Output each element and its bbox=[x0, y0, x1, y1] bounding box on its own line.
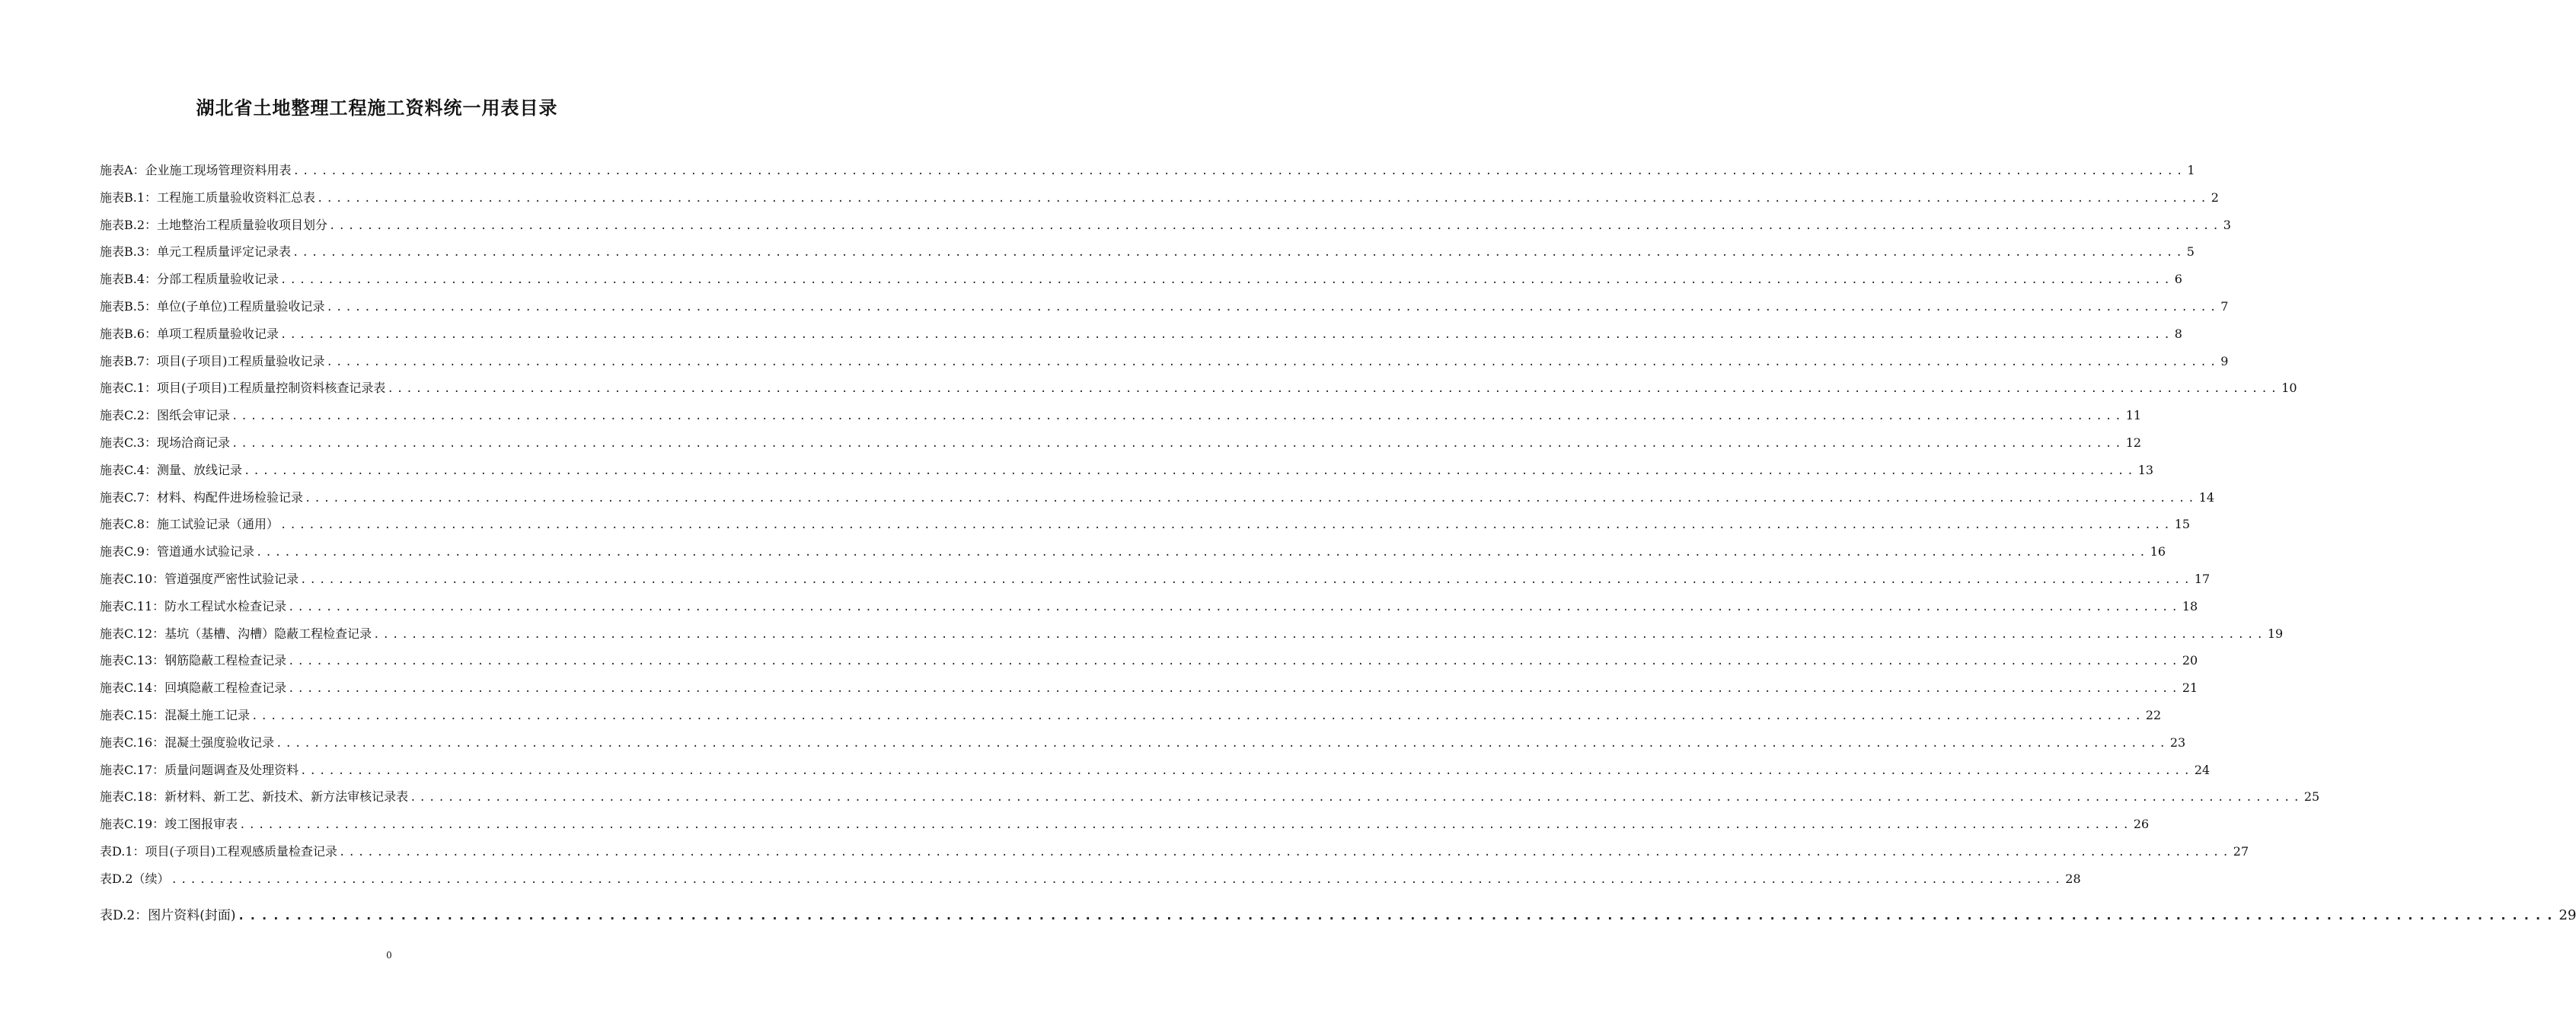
table-of-contents bbox=[100, 161, 2576, 933]
toc-entry-label: 施表B.2：土地整治工程质量验收项目划分 bbox=[100, 217, 328, 232]
toc-entry-label: 施表B.4：分部工程质量验收记录 bbox=[100, 272, 279, 287]
toc-entry[interactable] bbox=[100, 843, 2249, 870]
toc-dot-leader: ........................................................................................................................................................................................................ bbox=[300, 573, 2193, 586]
toc-dot-leader: ........................................................................................................................................................................................................ bbox=[288, 655, 2181, 668]
toc-entry-label: 施表C.17：质量问题调查及处理资料 bbox=[100, 762, 299, 777]
toc-dot-leader: ........................................................................................................................................................................................................ bbox=[255, 547, 2149, 559]
page-number: 0 bbox=[386, 950, 392, 961]
toc-entry-label: 施表C.7：材料、构配件进场检验记录 bbox=[100, 489, 303, 505]
toc-entry-page-number: 23 bbox=[2169, 735, 2186, 750]
toc-entry[interactable] bbox=[100, 461, 2154, 489]
toc-entry[interactable] bbox=[100, 598, 2198, 625]
toc-dot-leader: ........................................................................................................................................................................................................ bbox=[292, 165, 2186, 177]
toc-entry-label: 施表B.5：单位(子单位)工程质量验收记录 bbox=[100, 298, 325, 314]
toc-entry[interactable] bbox=[100, 625, 2284, 652]
toc-entry[interactable] bbox=[100, 243, 2195, 270]
toc-entry-page-number: 19 bbox=[2267, 626, 2284, 641]
toc-entry-label: 施表C.2：图纸会审记录 bbox=[100, 408, 230, 423]
toc-entry-label: 施表C.13：钢筋隐蔽工程检查记录 bbox=[100, 653, 287, 668]
toc-entry-page-number: 22 bbox=[2145, 707, 2162, 722]
toc-entry-page-number: 13 bbox=[2137, 462, 2154, 477]
toc-entry-label: 施表C.4：测量、放线记录 bbox=[100, 462, 242, 477]
toc-entry[interactable] bbox=[100, 434, 2142, 461]
toc-entry[interactable] bbox=[100, 489, 2215, 516]
toc-entry-label: 施表C.8：施工试验记录（通用） bbox=[100, 517, 279, 532]
toc-entry[interactable] bbox=[100, 189, 2219, 216]
toc-entry-page-number: 8 bbox=[2174, 326, 2182, 341]
toc-entry[interactable] bbox=[100, 161, 2195, 189]
toc-entry-page-number: 6 bbox=[2174, 272, 2182, 287]
toc-entry-page-number: 24 bbox=[2194, 762, 2211, 777]
toc-entry-page-number: 17 bbox=[2194, 571, 2211, 586]
toc-entry-page-number: 27 bbox=[2233, 843, 2249, 859]
toc-dot-leader: ........................................................................................................................................................................................................ bbox=[339, 846, 2232, 859]
toc-entry-page-number: 7 bbox=[2220, 298, 2229, 314]
toc-entry[interactable] bbox=[100, 352, 2229, 380]
toc-entry-label: 施表B.1：工程施工质量验收资料汇总表 bbox=[100, 190, 316, 205]
toc-entry[interactable] bbox=[100, 406, 2142, 434]
toc-entry-page-number: 3 bbox=[2223, 217, 2231, 232]
toc-entry[interactable] bbox=[100, 216, 2231, 244]
toc-dot-leader: ........................................................................................................................................................................................................ bbox=[239, 819, 2132, 832]
toc-entry[interactable] bbox=[100, 734, 2186, 761]
toc-entry-page-number: 15 bbox=[2174, 517, 2191, 532]
toc-dot-leader: ........................................................................................................................................................................................................ bbox=[288, 601, 2181, 613]
toc-entry-label: 施表A：企业施工现场管理资料用表 bbox=[100, 163, 292, 177]
toc-dot-leader: ........................................................................................................................................................................................................ bbox=[288, 683, 2181, 696]
toc-entry-label: 施表C.15：混凝土施工记录 bbox=[100, 707, 251, 722]
toc-entry[interactable] bbox=[100, 679, 2198, 706]
toc-dot-leader: ........................................................................................................................................................................................................ bbox=[317, 192, 2210, 205]
toc-entry-page-number: 14 bbox=[2198, 489, 2215, 505]
toc-dot-leader: ........................................................................................................................................................................................................ bbox=[387, 383, 2281, 396]
toc-dot-leader: ........................................................................................................................................................................................................ bbox=[410, 792, 2303, 805]
toc-entry-page-number: 21 bbox=[2182, 680, 2198, 696]
toc-dot-leader: ........................................................................................................................................................................................................ bbox=[300, 764, 2193, 777]
toc-entry-page-number: 10 bbox=[2281, 381, 2297, 396]
toc-entry[interactable] bbox=[100, 570, 2211, 598]
toc-entry-page-number: 18 bbox=[2182, 598, 2198, 613]
toc-entry[interactable] bbox=[100, 515, 2191, 543]
toc-entry[interactable] bbox=[100, 652, 2198, 679]
toc-dot-leader: ........................................................................................................................................................................................................ bbox=[231, 437, 2124, 450]
toc-entry[interactable] bbox=[100, 870, 2081, 897]
toc-entry-label: 施表C.3：现场洽商记录 bbox=[100, 435, 230, 450]
toc-entry[interactable] bbox=[100, 706, 2162, 734]
toc-entry-page-number: 12 bbox=[2125, 435, 2142, 450]
toc-entry-page-number: 20 bbox=[2182, 653, 2198, 668]
toc-entry-label: 表D.1：项目(子项目)工程观感质量检查记录 bbox=[100, 843, 338, 859]
toc-entry-label: 施表B.3：单元工程质量评定记录表 bbox=[100, 244, 292, 260]
toc-dot-leader: ........................................................................................................................................................................................................ bbox=[237, 907, 2558, 923]
document-title: 湖北省土地整理工程施工资料统一用表目录 bbox=[196, 97, 558, 119]
toc-entry-label: 施表C.12：基坑（基槽、沟槽）隐蔽工程检查记录 bbox=[100, 626, 372, 641]
toc-dot-leader: ........................................................................................................................................................................................................ bbox=[280, 274, 2173, 287]
toc-dot-leader: ........................................................................................................................................................................................................ bbox=[292, 247, 2185, 260]
toc-dot-leader: ........................................................................................................................................................................................................ bbox=[276, 737, 2169, 750]
toc-entry-page-number: 9 bbox=[2220, 353, 2229, 368]
toc-entry[interactable] bbox=[100, 325, 2182, 352]
toc-entry-label: 施表C.18：新材料、新工艺、新技术、新方法审核记录表 bbox=[100, 789, 409, 805]
toc-entry-label: 施表C.1：项目(子项目)工程质量控制资料核查记录表 bbox=[100, 381, 386, 396]
toc-dot-leader: ........................................................................................................................................................................................................ bbox=[280, 328, 2173, 341]
toc-entry[interactable] bbox=[100, 788, 2320, 815]
toc-dot-leader: ........................................................................................................................................................................................................ bbox=[279, 519, 2173, 532]
toc-entry-label: 施表C.10：管道强度严密性试验记录 bbox=[100, 571, 299, 586]
toc-entry[interactable] bbox=[100, 298, 2229, 325]
toc-entry-page-number: 26 bbox=[2133, 817, 2150, 832]
toc-entry[interactable] bbox=[100, 543, 2166, 570]
toc-entry-label: 施表B.6：单项工程质量验收记录 bbox=[100, 326, 279, 341]
toc-entry-label: 表D.2：图片资料(封面) bbox=[100, 907, 236, 923]
toc-dot-leader: ........................................................................................................................................................................................................ bbox=[231, 410, 2124, 423]
toc-dot-leader: ........................................................................................................................................................................................................ bbox=[304, 492, 2198, 505]
toc-entry-page-number: 2 bbox=[2211, 190, 2219, 205]
toc-entry-page-number: 29 bbox=[2558, 907, 2576, 923]
toc-entry-page-number: 25 bbox=[2303, 789, 2320, 805]
toc-entry-label: 施表C.19：竣工图报审表 bbox=[100, 817, 238, 832]
toc-entry-page-number: 5 bbox=[2186, 244, 2195, 260]
toc-entry[interactable] bbox=[100, 270, 2182, 298]
toc-dot-leader: ........................................................................................................................................................................................................ bbox=[251, 709, 2144, 722]
toc-entry-label: 施表C.16：混凝土强度验收记录 bbox=[100, 735, 275, 750]
toc-entry-page-number: 11 bbox=[2125, 408, 2142, 423]
toc-dot-leader: ........................................................................................................................................................................................................ bbox=[171, 873, 2064, 886]
toc-entry-label: 施表C.11：防水工程试水检查记录 bbox=[100, 598, 287, 613]
toc-entry-label: 施表B.7：项目(子项目)工程质量验收记录 bbox=[100, 353, 325, 368]
toc-dot-leader: ........................................................................................................................................................................................................ bbox=[326, 301, 2220, 314]
toc-entry-label: 施表C.9：管道通水试验记录 bbox=[100, 544, 254, 559]
toc-dot-leader: ........................................................................................................................................................................................................ bbox=[243, 464, 2137, 477]
toc-entry[interactable] bbox=[100, 907, 2576, 934]
toc-entry[interactable] bbox=[100, 815, 2150, 843]
toc-entry[interactable] bbox=[100, 761, 2211, 789]
toc-dot-leader: ........................................................................................................................................................................................................ bbox=[326, 355, 2220, 368]
toc-entry-page-number: 1 bbox=[2187, 163, 2195, 177]
toc-entry-page-number: 16 bbox=[2150, 544, 2166, 559]
toc-dot-leader: ........................................................................................................................................................................................................ bbox=[329, 219, 2222, 232]
toc-entry-label: 施表C.14：回填隐蔽工程检查记录 bbox=[100, 680, 287, 696]
toc-entry-page-number: 28 bbox=[2065, 871, 2081, 886]
toc-entry-label: 表D.2（续） bbox=[100, 871, 170, 886]
toc-entry[interactable] bbox=[100, 379, 2297, 406]
toc-dot-leader: ........................................................................................................................................................................................................ bbox=[373, 628, 2266, 641]
